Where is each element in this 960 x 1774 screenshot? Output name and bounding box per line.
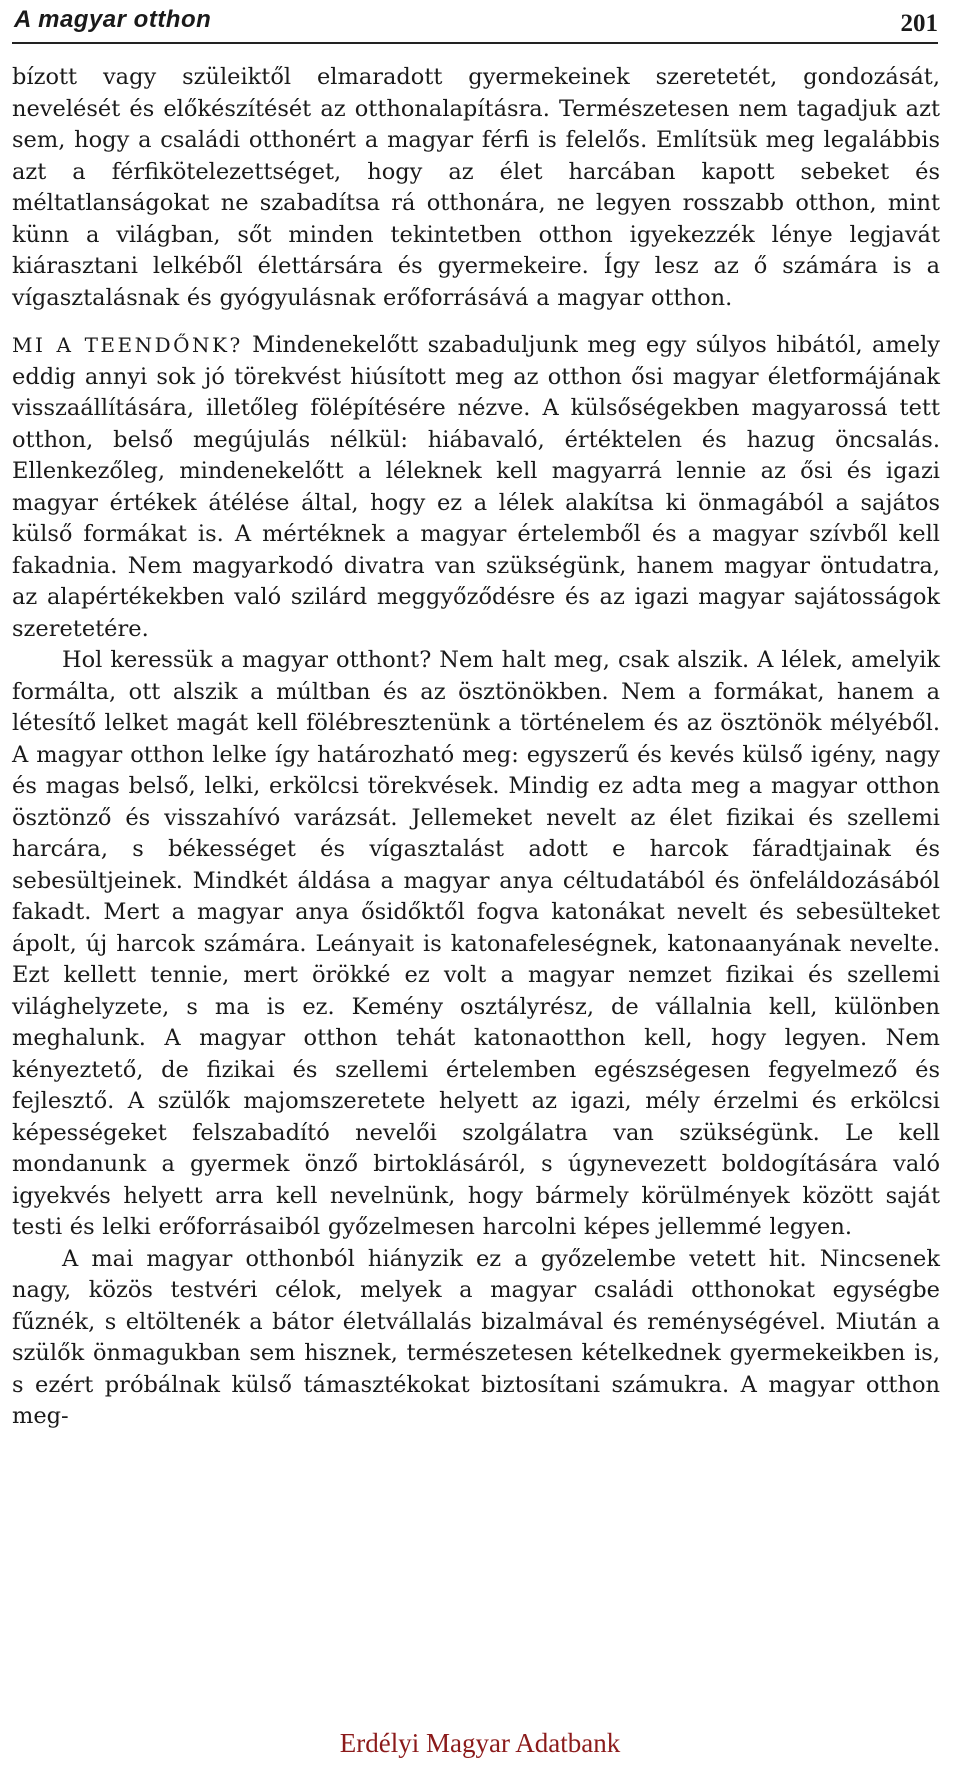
- running-header: [12, 4, 938, 44]
- paragraph-3: Hol keressük a magyar otthont? Nem halt meg, csak alszik. A lélek, amelyik formálta, ott alszik a múltban és az ösztönökben. Nem a formákat, hanem a létesítő lelket magát kell fölébresztenünk a történelem és az ösztönök mélyéből. A magyar otthon lelke így határozható meg: egyszerű és kevés külső igény, nagy és magas belső, lelki, erkölcsi törekvések. Mindig ez adta meg a magyar otthon ösztönző és visszahívó varázsát. Jellemeket nevelt az élet fizikai és szellemi harcára, s békességet és vígasztalást adott e harcok fáradtjainak és sebesültjeinek. Mindkét áldása a magyar anya céltudatából és önfeláldozásából fakadt. Mert a magyar anya ősidőktől fogva katonákat nevelt és sebesülteket ápolt, új harcok számára. Leányait is katonafeleségnek, katonaanyának nevelte. Ezt kellett tennie, mert örökké ez volt a magyar nemzet fizikai és szellemi világhelyzete, s ma is ez. Kemény osztályrész, de vállalnia kell, különben meghalunk. A magyar otthon tehát katonaotthon kell, hogy legyen. Nem kényeztető, de fizikai és szellemi értelemben egészségesen fegyelmező és fejlesztő. A szülők majomszeretete helyett az igazi, mély érzelmi és erkölcsi képességeket felszabadító nevelői szolgálatra van szükségünk. Le kell mondanunk a gyermek önző birtoklásáról, s úgynevezett boldogítására való igyekvés helyett arra kell nevelnünk, hogy bármely körülmények között saját testi és lelki erőforrásaiból győzelmesen harcolni képes jellemmé legyen.: [12, 647, 940, 1240]
- running-title: A magyar otthon: [14, 6, 212, 33]
- section-heading: MI A TEENDŐNK?: [12, 333, 243, 357]
- paragraph-1: bízott vagy szüleiktől elmaradott gyermekeinek szeretetét, gondozását, nevelését és előkészítését az otthonalapításra. Természetesen nem tagadjuk azt sem, hogy a családi otthonért a magyar férfi is felelős. Említsük meg legalábbis azt a férfikötelezettséget, hogy az élet harcában kapott sebeket és méltatlanságokat ne szabadítsa rá otthonára, ne legyen rosszabb otthon, mint künn a világban, sőt minden tekintetben otthon igyekezzék lénye legjavát kiárasztani lelkéből élettársára és gyermekeire. Így lesz az ő számára is a vígasztalásnak és gyógyulásnak erőforrásává a magyar otthon.: [12, 64, 940, 311]
- body-text: [12, 62, 940, 1433]
- source-watermark: Erdélyi Magyar Adatbank: [339, 1728, 621, 1758]
- page-number: 201: [900, 10, 938, 37]
- paragraph-2-text: Mindenekelőtt szabaduljunk meg egy súlyos hibától, amely eddig annyi sok jó törekvést hiúsított meg az otthon ősi magyar életformájának visszaállítására, illetőleg fölépítésére nézve. A külsőségekben magyarossá tett otthon, belső megújulás nélkül: hiábavaló, értéktelen és hazug öncsalás. Ellenkezőleg, mindenekelőtt a léleknek kell magyarrá lennie az ősi és igazi magyar értékek átélése által, hogy ez a lélek alakítsa ki önmagából a sajátos külső formákat is. A mértéknek a magyar értelemből és a magyar szívből kell fakadnia. Nem magyarkodó divatra van szükségünk, hanem magyar öntudatra, az alapértékekben való szilárd meggyőződésre és az igazi magyar sajátosságok szeretetére.: [12, 332, 941, 642]
- paragraph-4: A mai magyar otthonból hiányzik ez a győzelembe vetett hit. Nincsenek nagy, közös testvéri célok, melyek a magyar családi otthonokat egységbe fűznék, s eltöltenék a bátor életvállalás bizalmával és reménységével. Miután a szülők önmagukban sem hisznek, természetesen kételkednek gyermekeikben is, s ezért próbálnak külső támasztékokat biztosítani számukra. A magyar otthon meg-: [12, 1245, 940, 1429]
- paragraph-2: [12, 330, 940, 645]
